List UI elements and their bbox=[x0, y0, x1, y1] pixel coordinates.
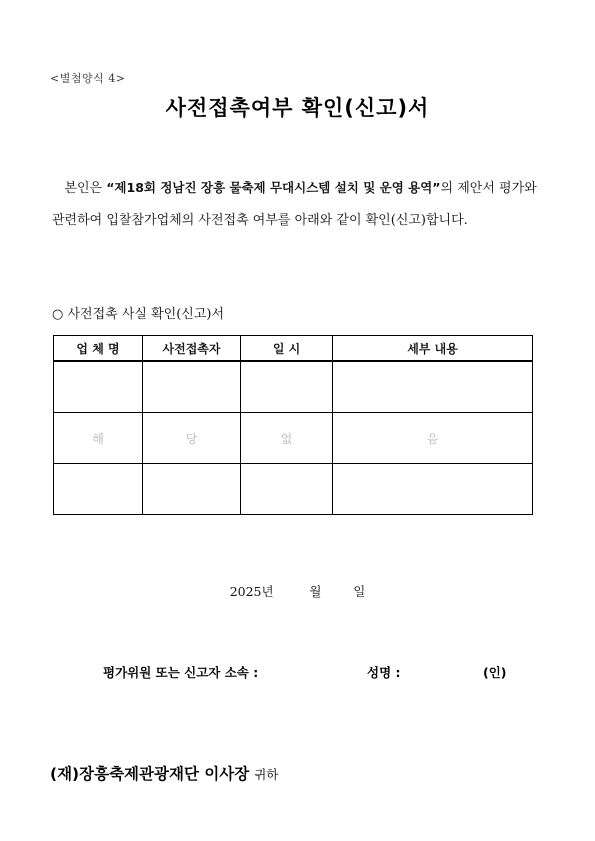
header-datetime: 일 시 bbox=[241, 336, 333, 362]
table-cell[interactable] bbox=[54, 361, 143, 413]
section-title: ○ 사전접촉 사실 확인(신고)서 bbox=[52, 307, 225, 322]
table-cell[interactable] bbox=[241, 464, 333, 515]
table-cell[interactable] bbox=[143, 464, 241, 515]
table-cell[interactable]: 없 bbox=[241, 413, 333, 464]
table-cell[interactable] bbox=[54, 464, 143, 515]
table-cell[interactable] bbox=[333, 464, 533, 515]
paragraph-suffix: 의 제안서 평가와 관련하여 입찰참가업체의 사전접촉 여부를 아래와 같이 확인(신고)합니다. bbox=[52, 181, 537, 228]
table-header-row bbox=[54, 336, 533, 362]
table-cell[interactable]: 해 bbox=[54, 413, 143, 464]
table-cell[interactable]: 음 bbox=[333, 413, 533, 464]
date-month: 월 bbox=[309, 584, 322, 599]
affiliation-label: 평가위원 또는 신고자 소속 : bbox=[103, 665, 259, 680]
date-year: 2025년 bbox=[229, 584, 274, 599]
project-name: “제18회 정남진 장흥 물축제 무대시스템 설치 및 운영 용역” bbox=[106, 180, 441, 195]
seal-label: (인) bbox=[483, 665, 507, 680]
header-contact-person: 사전접촉자 bbox=[143, 336, 241, 362]
table-row bbox=[54, 413, 533, 464]
date-line bbox=[0, 582, 595, 600]
paragraph-prefix: 본인은 bbox=[64, 181, 107, 196]
form-label: <별첨양식 4> bbox=[50, 72, 126, 85]
confirmation-paragraph bbox=[52, 172, 547, 237]
date-day: 일 bbox=[353, 584, 366, 599]
table-cell[interactable] bbox=[241, 361, 333, 413]
contact-table bbox=[53, 335, 533, 515]
table-row bbox=[54, 464, 533, 515]
table-cell[interactable] bbox=[143, 361, 241, 413]
document-title: 사전접촉여부 확인(신고)서 bbox=[165, 96, 430, 120]
table-row bbox=[54, 361, 533, 413]
name-label: 성명 : bbox=[367, 665, 401, 680]
table-cell[interactable]: 당 bbox=[143, 413, 241, 464]
addressee-suffix: 귀하 bbox=[254, 767, 279, 782]
header-company-name: 업 체 명 bbox=[54, 336, 143, 362]
table-cell[interactable] bbox=[333, 361, 533, 413]
addressee bbox=[50, 762, 278, 784]
header-details: 세부 내용 bbox=[333, 336, 533, 362]
addressee-name: (재)장흥축제관광재단 이사장 bbox=[50, 765, 250, 783]
